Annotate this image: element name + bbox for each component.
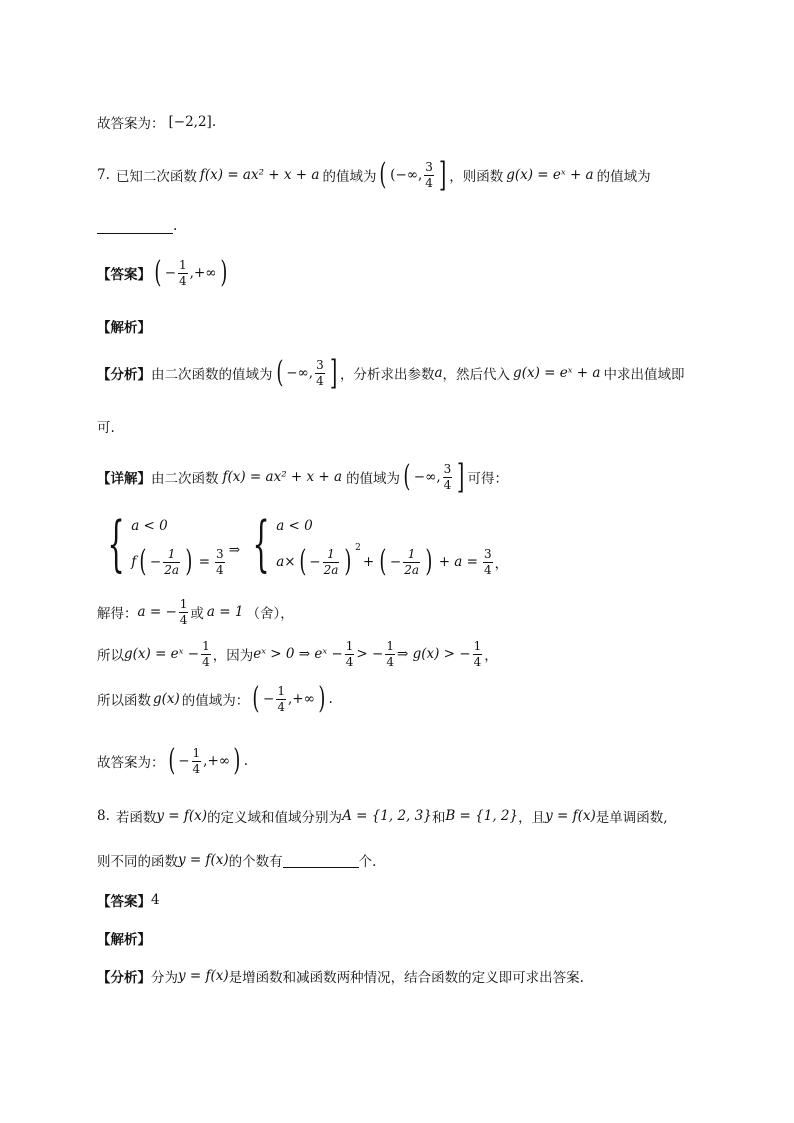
- so1-line: [97, 640, 498, 668]
- solve-a-eq: a = −: [137, 604, 177, 621]
- q8-text-8: 个.: [358, 854, 377, 870]
- q7-detail-text-3: 可得：: [467, 471, 509, 487]
- q7-analysis-lparen: (: [275, 355, 283, 390]
- q8-analysis-text-2: 是增函数和减函数两种情况，结合函数的定义即可求出答案.: [228, 970, 584, 986]
- implies-arrow: ⇒: [228, 542, 240, 558]
- q7-detail-lparen: (: [403, 459, 411, 494]
- system-right-neg-2: −: [389, 554, 402, 570]
- q8-analysis-y-eq: y = f(x): [178, 968, 229, 984]
- q7-analysis-g-expr: g(x) = eˣ + a: [513, 365, 601, 381]
- q7-period: .: [173, 218, 178, 234]
- q7-jiexi-line: [97, 316, 151, 336]
- q7-text-3: ，则函数: [449, 169, 504, 185]
- q7-analysis-rbracket: ]: [329, 353, 337, 393]
- so1-frac-1: [201, 640, 211, 668]
- final7-end: .: [243, 753, 249, 769]
- q7-analysis-a: a: [434, 365, 443, 381]
- solve-a1: a = 1: [206, 604, 244, 621]
- system-right-rden: 4: [483, 562, 492, 577]
- system-right-frac-1: [323, 548, 340, 576]
- final7-neg: −: [178, 753, 190, 769]
- so2-end: .: [328, 691, 333, 707]
- q7-analysis-frac: [315, 359, 325, 387]
- prev-answer-end: .: [211, 114, 217, 130]
- q7-detail-range-left: −∞,: [413, 469, 441, 485]
- q8-text-7: 的个数有: [228, 854, 283, 870]
- q7-range-left: (−∞,: [390, 167, 423, 183]
- q7-answer-rparen: ): [219, 255, 227, 290]
- so2-lparen: (: [252, 681, 260, 716]
- so2-text-1: 所以函数: [97, 693, 151, 709]
- q7-analysis-label: 【分析】: [97, 367, 151, 383]
- system-right-row-2-a: a×: [276, 554, 296, 570]
- q7-line: [97, 155, 651, 195]
- prev-answer-line: [97, 112, 216, 132]
- system-right-row-1: a < 0: [276, 518, 313, 534]
- solve-label: 解得：: [97, 606, 138, 623]
- prev-answer-label: 故答案为：: [97, 116, 165, 132]
- q8-analysis-label: 【分析】: [97, 970, 151, 986]
- so1-chain-2: > −: [356, 646, 384, 663]
- system-comma: ，: [494, 556, 509, 572]
- system-row-2-rnum: 3: [216, 546, 224, 561]
- q7-detail-line: [97, 457, 509, 497]
- final7-lparen: (: [167, 743, 175, 778]
- so2-frac: [276, 685, 286, 713]
- q7-detail-text-1: 由二次函数: [151, 471, 219, 487]
- so2-rparen: ): [318, 681, 326, 716]
- q7-range-den: 4: [425, 175, 433, 190]
- so1-den-4: 4: [473, 654, 482, 669]
- q7-detail-label: 【详解】: [97, 471, 151, 487]
- q7-range-frac: [424, 161, 434, 189]
- so2-g: g(x): [153, 691, 180, 707]
- system-right-rparen-2: ): [425, 544, 433, 579]
- solve-frac: [179, 598, 189, 626]
- final7-label: 故答案为：: [97, 755, 165, 771]
- q7-detail-text-2: 的值域为: [346, 471, 401, 487]
- system-right-num-2: 1: [407, 546, 416, 561]
- final7-line: [97, 743, 249, 778]
- solve-den: 4: [179, 612, 188, 627]
- system-row-2-neg: −: [149, 554, 162, 570]
- q7-answer-lparen: (: [154, 255, 162, 290]
- q7-text-1: 已知二次函数: [115, 169, 197, 185]
- q7-answer-line: [97, 255, 230, 290]
- q8-text-6: 则不同的函数: [97, 854, 178, 870]
- q7-analysis-range-left: −∞,: [286, 365, 314, 381]
- q7-detail-f-expr: f(x) = ax² + x + a: [222, 469, 343, 485]
- q7-analysis-num: 3: [316, 357, 324, 372]
- q8-set-a: A = {1, 2, 3}: [342, 808, 432, 824]
- q7-analysis-text-4: 中求出值域即: [603, 367, 685, 383]
- final7-num: 1: [192, 745, 201, 760]
- left-brace: {: [107, 509, 125, 579]
- so1-den-3: 4: [386, 654, 394, 669]
- q7-answer-den: 4: [179, 273, 187, 288]
- q7-answer-rest: ,+∞: [189, 265, 217, 281]
- system-row-2-rden: 4: [216, 562, 224, 577]
- q8-text-1: 若函数: [115, 810, 157, 826]
- q8-text-5: 是单调函数,: [595, 810, 668, 826]
- q7-detail-num: 3: [443, 461, 452, 476]
- q7-analysis-den: 4: [316, 373, 324, 388]
- system-right-rparen-1: ): [344, 544, 352, 579]
- q8-answer-line: [97, 890, 160, 910]
- q8-text-3: 和: [431, 810, 446, 826]
- q8-answer-blank: [283, 853, 359, 868]
- q8-analysis-text-1: 分为: [151, 970, 178, 986]
- system-right-den-1: 2a: [323, 562, 339, 577]
- so1-chain-3: ⇒ g(x) > −: [396, 646, 471, 663]
- q7-detail-rbracket: ]: [457, 457, 465, 497]
- so1-num-2: 1: [345, 639, 354, 653]
- q7-detail-frac: [443, 463, 453, 491]
- q7-f-expr: f(x) = ax² + x + a: [199, 167, 320, 183]
- so1-text-2: ，因为: [212, 648, 254, 665]
- system-right-num-1: 1: [327, 546, 335, 561]
- q7-range-lparen: (: [379, 157, 387, 192]
- system-row-1: a < 0: [131, 518, 168, 534]
- so1-num-3: 1: [386, 639, 394, 653]
- q7-answer-num: 1: [179, 257, 187, 272]
- system-row-2-lparen: (: [139, 544, 147, 579]
- system-row-2-rfrac: [215, 548, 225, 576]
- q8-text-2: 的定义域和值域分别为: [207, 810, 343, 826]
- q7-analysis-line-2: [97, 416, 115, 436]
- q7-analysis-text-5: 可.: [97, 420, 115, 436]
- q8-text-4: ，且: [518, 810, 546, 826]
- system-right-rnum: 3: [483, 546, 492, 561]
- system-row-2-rparen: ): [185, 544, 193, 579]
- so1-frac-2: [345, 640, 355, 668]
- final7-rparen: ): [233, 743, 241, 778]
- q8-answer-label: 【答案】: [97, 894, 151, 910]
- system-right-lparen-1: (: [298, 544, 306, 579]
- q7-text-2: 的值域为: [322, 169, 377, 185]
- system-right-plus: +: [362, 554, 375, 570]
- solve-she: （舍），: [246, 606, 294, 623]
- q8-answer-value: 4: [151, 892, 160, 908]
- q8-set-b: B = {1, 2}: [445, 808, 519, 824]
- so2-neg: −: [263, 691, 275, 707]
- equation-system: [97, 508, 508, 580]
- system-right-frac-2: [403, 548, 420, 576]
- q7-answer-neg: −: [164, 265, 177, 281]
- so1-den-1: 4: [202, 654, 210, 669]
- q7-analysis-text-3: ，然后代入: [442, 367, 511, 383]
- so1-frac-3: [385, 640, 395, 668]
- final7-den: 4: [192, 761, 201, 776]
- system-row-2-frac: [163, 548, 180, 576]
- so1-chain-1: eˣ > 0 ⇒ eˣ −: [253, 646, 343, 663]
- q7-number: 7.: [97, 167, 110, 183]
- q7-analysis-text-1: 由二次函数的值域为: [151, 367, 273, 383]
- system-left-rows: [131, 508, 227, 580]
- q8-analysis-line: [97, 966, 584, 986]
- q7-blank-line: [97, 218, 177, 234]
- q8-jiexi-line: [97, 928, 151, 948]
- q7-text-4: 的值域为: [596, 169, 651, 185]
- q7-range-rbracket: ]: [438, 155, 447, 195]
- q8-line-2: [97, 850, 376, 870]
- right-brace: {: [252, 509, 270, 579]
- final7-frac: [192, 747, 202, 775]
- system-row-2-num: 1: [167, 546, 176, 561]
- q8-y-eq-2: y = f(x): [545, 808, 596, 824]
- so1-num-1: 1: [202, 639, 210, 653]
- system-right-neg-1: −: [309, 554, 321, 570]
- system-right-tail: + a =: [438, 554, 478, 570]
- so2-num: 1: [277, 683, 285, 698]
- q7-answer-blank: [97, 219, 173, 234]
- system-right-rfrac: [483, 548, 493, 576]
- solve-num: 1: [179, 597, 188, 611]
- so1-end: ，: [484, 648, 498, 665]
- solve-line: [97, 598, 294, 626]
- so2-den: 4: [277, 699, 285, 714]
- system-right-lparen-2: (: [379, 544, 387, 579]
- q7-analysis-line: [97, 353, 685, 393]
- q7-jiexi-label: 【解析】: [97, 320, 151, 336]
- q7-detail-den: 4: [443, 477, 452, 492]
- system-row-2-f: f: [131, 554, 137, 570]
- final7-rest: ,+∞: [203, 753, 231, 769]
- q7-answer-label: 【答案】: [97, 267, 151, 283]
- so1-g-eq: g(x) = eˣ −: [124, 646, 200, 663]
- q8-line: [97, 806, 668, 826]
- so1-num-4: 1: [473, 639, 482, 653]
- so2-rest: ,+∞: [287, 691, 315, 707]
- so1-text-1: 所以: [97, 648, 124, 665]
- so2-line: [97, 681, 333, 716]
- q7-answer-frac: [178, 259, 188, 287]
- q8-y-eq-3: y = f(x): [178, 852, 229, 868]
- q7-analysis-text-2: ，分析求出参数: [339, 367, 435, 383]
- so2-text-2: 的值域为：: [181, 693, 250, 709]
- q8-jiexi-label: 【解析】: [97, 932, 151, 948]
- so1-frac-4: [473, 640, 483, 668]
- system-right-square: 2: [355, 543, 361, 553]
- system-row-2-den: 2a: [164, 562, 180, 577]
- q7-range-num: 3: [425, 159, 433, 174]
- q8-y-eq: y = f(x): [156, 808, 208, 824]
- so1-den-2: 4: [345, 654, 354, 669]
- system-right-den-2: 2a: [404, 562, 419, 577]
- system-row-2-eq: =: [198, 554, 211, 570]
- q7-g-expr: g(x) = eˣ + a: [506, 167, 594, 183]
- system-right-rows: [276, 508, 508, 580]
- q8-number: 8.: [97, 808, 110, 824]
- prev-answer-value: [−2,2]: [168, 114, 212, 130]
- solve-or: 或: [190, 606, 204, 623]
